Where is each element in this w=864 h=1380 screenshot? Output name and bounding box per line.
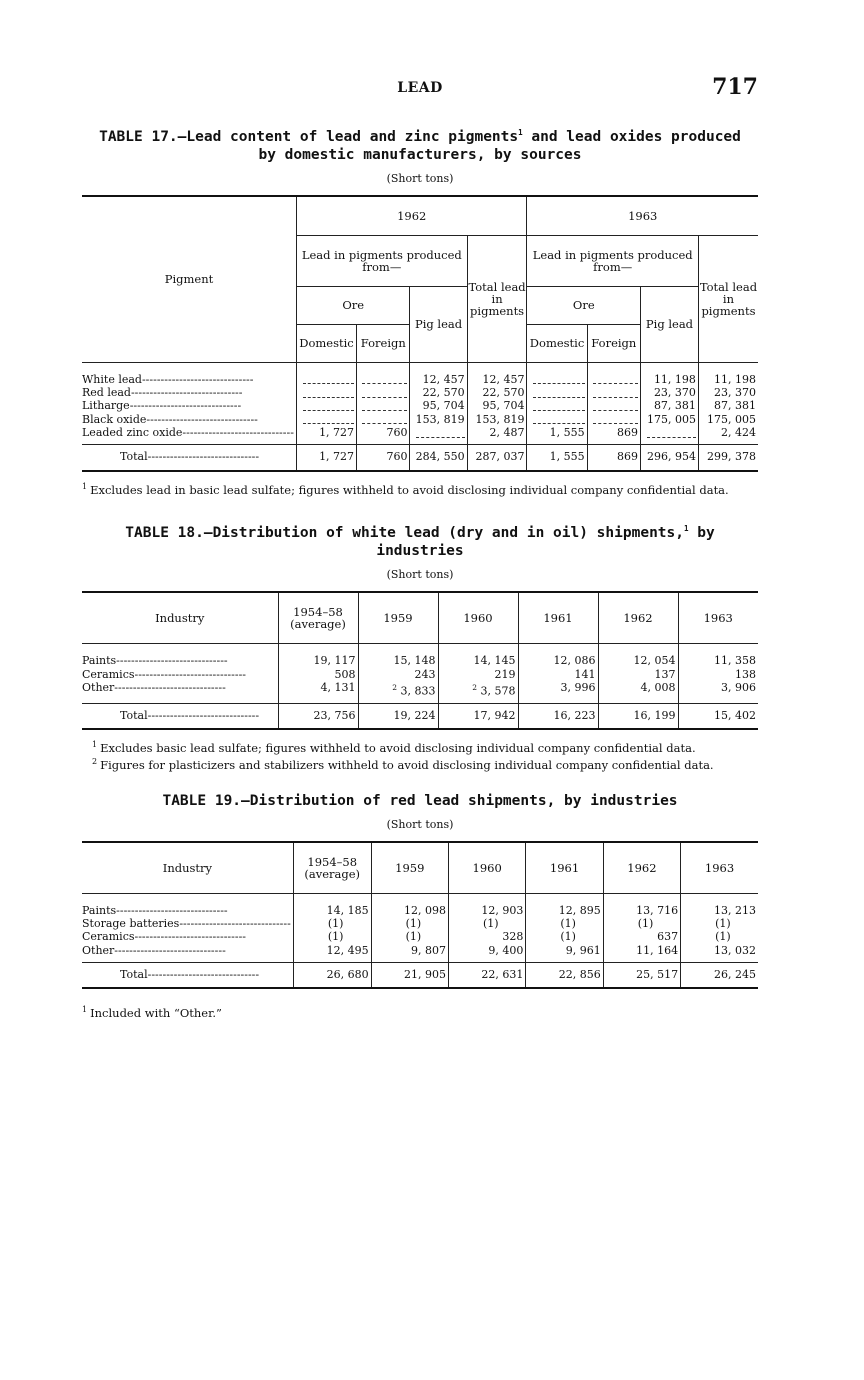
dash-filler: [533, 402, 584, 411]
table-cell: 87, 381: [698, 399, 758, 412]
table-cell: (1): [293, 917, 371, 930]
table17-title: TABLE 17.—Lead content of lead and zinc pigments$^1$ and lead oxides produced by domestic manufacturers, by sources: [99, 128, 741, 163]
col-year: 1962: [598, 592, 678, 644]
row-label-cell: Ceramics------------------------------: [82, 667, 247, 681]
dash-filler: [593, 402, 638, 411]
col-year: 1959: [371, 842, 448, 894]
table-cell: 16, 223: [518, 703, 598, 729]
col-total-lead-1963: Total lead in pigments: [698, 235, 758, 362]
table-cell: [278, 668, 358, 681]
total-row: [82, 703, 758, 729]
row-label-cell: Litharge------------------------------: [82, 399, 242, 413]
table-row: [82, 917, 758, 930]
col-year: 1963: [678, 592, 758, 644]
table-cell: 22, 570: [410, 386, 467, 399]
table-cell: [438, 644, 518, 668]
table-cell: 1, 727: [296, 445, 356, 471]
table-cell: 287, 037: [467, 445, 527, 471]
dash-filler: [362, 389, 407, 398]
col-industry: Industry: [82, 592, 278, 644]
table-cell: (1): [293, 930, 371, 943]
table-cell: [598, 644, 678, 668]
table-cell: 175, 005: [698, 413, 758, 426]
table-cell: 23, 756: [278, 703, 358, 729]
table-cell: 22, 631: [448, 962, 525, 988]
total-row: [82, 445, 758, 471]
cell-value: 3, 996: [560, 680, 596, 694]
row-label: Ceramics: [82, 930, 135, 944]
table-cell: 869: [587, 445, 640, 471]
footnote: $^2$ Figures for plasticizers and stabilizers withheld to avoid disclosing individual company confidential data.: [92, 756, 714, 772]
table-cell: 153, 819: [410, 413, 467, 426]
table17-footnote: $^1$ Excludes lead in basic lead sulfate; figures withheld to avoid disclosing individual company confidential data.: [82, 481, 729, 497]
table-cell: 296, 954: [641, 445, 699, 471]
row-label-cell: Other------------------------------: [82, 943, 226, 957]
col-foreign-1962: Foreign: [357, 324, 410, 362]
table-cell: [527, 362, 587, 386]
cell-value: 14, 145: [473, 654, 516, 668]
row-label: Litharge: [82, 399, 130, 413]
row-label: Total: [120, 450, 148, 464]
table-cell: [357, 386, 410, 399]
cell-value: 4, 008: [640, 680, 676, 694]
row-label-cell: Other------------------------------: [82, 680, 226, 694]
table-cell: 23, 370: [698, 386, 758, 399]
table-cell: 175, 005: [641, 413, 699, 426]
table-cell: 1, 555: [527, 426, 587, 445]
table-cell: (1): [526, 930, 603, 943]
dash-filler: [593, 415, 638, 424]
table-cell: 1, 727: [296, 426, 356, 445]
col-year: 1961: [526, 842, 603, 894]
table-cell: 22, 856: [526, 962, 603, 988]
table18-body: [82, 644, 758, 729]
dash-filler: [362, 375, 407, 384]
table-cell: 16, 199: [598, 703, 678, 729]
dash-filler: [362, 402, 407, 411]
col-year: 1963: [681, 842, 758, 894]
row-label-cell: Black oxide------------------------------: [82, 412, 258, 426]
row-label-cell: Red lead------------------------------: [82, 386, 243, 400]
row-label: Paints: [82, 903, 117, 917]
table-cell: [278, 681, 358, 703]
row-label: Total: [120, 967, 148, 981]
col-domestic-1962: Domestic: [296, 324, 356, 362]
col-year: 1962: [603, 842, 680, 894]
row-label-cell: Paints------------------------------: [82, 654, 228, 668]
table-row: [82, 644, 758, 668]
col-year: 1960: [438, 592, 518, 644]
table19-footnote: $^1$ Included with “Other.”: [82, 1005, 222, 1021]
row-label-cell: Ceramics------------------------------: [82, 930, 247, 944]
table-row: [82, 893, 758, 917]
table-cell: 637: [603, 930, 680, 943]
table-cell: [598, 681, 678, 703]
table-cell: 2, 487: [467, 426, 527, 445]
table-cell: 299, 378: [698, 445, 758, 471]
page: [82, 70, 758, 1020]
cell-value: 3, 833: [400, 684, 436, 698]
table-cell: 15, 402: [678, 703, 758, 729]
table-row: [82, 426, 758, 445]
cell-value: 243: [414, 667, 436, 681]
row-label: Red lead: [82, 386, 131, 400]
table-row: [82, 413, 758, 426]
col-year-1962: 1962: [296, 196, 527, 236]
row-label: White lead: [82, 372, 142, 386]
table-row: [82, 668, 758, 681]
table-cell: 21, 905: [371, 962, 448, 988]
col-ore-1963: Ore: [527, 286, 641, 324]
table19-body: [82, 893, 758, 988]
table-cell: 12, 098: [371, 893, 448, 917]
col-lead-in-pigments-1962: Lead in pigments produced from—: [296, 235, 467, 286]
row-label: Other: [82, 680, 115, 694]
table-cell: 12, 457: [467, 362, 527, 386]
table19: [82, 841, 758, 989]
table19-units: (Short tons): [386, 817, 454, 831]
table-cell: (1): [448, 917, 525, 930]
table-cell: 9, 961: [526, 944, 603, 963]
col-year-1963: 1963: [527, 196, 758, 236]
table-cell: [357, 399, 410, 412]
table-cell: 284, 550: [410, 445, 467, 471]
table-cell: 9, 807: [371, 944, 448, 963]
table-cell: [587, 362, 640, 386]
table-cell: [518, 681, 598, 703]
table-cell: [296, 386, 356, 399]
table-cell: 13, 032: [681, 944, 758, 963]
table-cell: [296, 399, 356, 412]
table-cell: [587, 413, 640, 426]
table17: [82, 195, 758, 472]
dash-filler: [303, 415, 354, 424]
cell-value: 19, 117: [313, 654, 356, 668]
dash-filler: [593, 375, 638, 384]
table-cell: 1, 555: [527, 445, 587, 471]
footnote-mark: 2: [392, 682, 397, 692]
table-cell: 11, 198: [641, 362, 699, 386]
dash-filler: [416, 429, 465, 438]
table-cell: [527, 386, 587, 399]
footnote: $^1$ Excludes basic lead sulfate; figures withheld to avoid disclosing individual company confidential data.: [92, 740, 696, 755]
table-cell: [358, 668, 438, 681]
table-cell: (1): [681, 930, 758, 943]
dash-filler: [533, 389, 584, 398]
table-cell: [518, 644, 598, 668]
row-label: Black oxide: [82, 412, 147, 426]
table18-title: TABLE 18.—Distribution of white lead (dry and in oil) shipments,$^1$ by industries: [125, 524, 715, 560]
col-domestic-1963: Domestic: [527, 324, 587, 362]
table-cell: (1): [681, 917, 758, 930]
table-row: [82, 362, 758, 386]
table-cell: 13, 716: [603, 893, 680, 917]
table-cell: [678, 681, 758, 703]
table-cell: 22, 570: [467, 386, 527, 399]
page-number: 717: [712, 74, 758, 100]
dash-filler: [647, 429, 696, 438]
cell-value: 3, 578: [480, 684, 516, 698]
dash-filler: [303, 375, 354, 384]
table-cell: 760: [357, 445, 410, 471]
dash-filler: [593, 389, 638, 398]
table-cell: [357, 362, 410, 386]
table18: [82, 591, 758, 730]
table-cell: 12, 495: [293, 944, 371, 963]
cell-value: 141: [574, 667, 596, 681]
col-pig-lead-1963: Pig lead: [641, 286, 699, 362]
cell-value: 12, 054: [633, 654, 676, 668]
row-label: Storage batteries: [82, 917, 180, 931]
table-cell: [358, 644, 438, 668]
table-cell: 25, 517: [603, 962, 680, 988]
row-label-cell: Paints------------------------------: [82, 903, 228, 917]
table-cell: 760: [357, 426, 410, 445]
table-cell: [278, 644, 358, 668]
running-title: LEAD: [397, 80, 443, 96]
row-label-cell: White lead------------------------------: [82, 372, 254, 386]
cell-value: 12, 086: [553, 654, 596, 668]
table-cell: 14, 185: [293, 893, 371, 917]
table-cell: [357, 413, 410, 426]
table-cell: 17, 942: [438, 703, 518, 729]
row-label-cell: Leaded zinc oxide------------------------------: [82, 426, 294, 440]
row-label: Other: [82, 943, 115, 957]
cell-value: 11, 358: [714, 654, 756, 668]
cell-value: 137: [654, 667, 676, 681]
table-cell: 26, 245: [681, 962, 758, 988]
table-cell: 13, 213: [681, 893, 758, 917]
table-cell: 153, 819: [467, 413, 527, 426]
table-cell: 23, 370: [641, 386, 699, 399]
table-cell: 87, 381: [641, 399, 699, 412]
row-label-cell: Total------------------------------: [82, 445, 296, 471]
table-cell: [641, 426, 699, 445]
col-year: 1954–58 (average): [293, 842, 371, 894]
table-cell: [358, 681, 438, 703]
table-cell: (1): [526, 917, 603, 930]
dash-filler: [362, 415, 407, 424]
col-pig-lead-1962: Pig lead: [410, 286, 467, 362]
row-label: Paints: [82, 654, 117, 668]
dash-filler: [303, 389, 354, 398]
dash-filler: [533, 375, 584, 384]
table17-units: (Short tons): [386, 171, 454, 185]
table-cell: 26, 680: [293, 962, 371, 988]
table-cell: [296, 413, 356, 426]
table-cell: [438, 681, 518, 703]
cell-value: 508: [334, 667, 356, 681]
table-cell: [438, 668, 518, 681]
table-cell: 9, 400: [448, 944, 525, 963]
col-year: 1959: [358, 592, 438, 644]
table-cell: 869: [587, 426, 640, 445]
dash-filler: [533, 415, 584, 424]
table-cell: 12, 903: [448, 893, 525, 917]
footnote-mark: 2: [472, 682, 477, 692]
table17-body: [82, 362, 758, 470]
table-row: [82, 681, 758, 703]
table-cell: 328: [448, 930, 525, 943]
table-row: [82, 944, 758, 963]
col-year: 1954–58 (average): [278, 592, 358, 644]
table18-units: (Short tons): [386, 568, 454, 582]
table-cell: (1): [371, 917, 448, 930]
table-cell: 12, 895: [526, 893, 603, 917]
col-total-lead-1962: Total lead in pigments: [467, 235, 527, 362]
table-cell: [296, 362, 356, 386]
col-year: 1960: [448, 842, 525, 894]
table-cell: [527, 399, 587, 412]
row-label-cell: Total------------------------------: [82, 703, 278, 729]
table-cell: [598, 668, 678, 681]
table-cell: 11, 198: [698, 362, 758, 386]
table-cell: [410, 426, 467, 445]
table-cell: 19, 224: [358, 703, 438, 729]
table18-footnotes: [82, 738, 758, 772]
table-cell: [678, 668, 758, 681]
table-cell: [527, 413, 587, 426]
table-cell: 2, 424: [698, 426, 758, 445]
table-cell: 12, 457: [410, 362, 467, 386]
col-pigment: Pigment: [82, 196, 296, 363]
cell-value: 3, 906: [721, 680, 756, 694]
row-label-cell: Storage batteries------------------------------: [82, 917, 291, 931]
col-industry: Industry: [82, 842, 293, 894]
table-cell: [678, 644, 758, 668]
table-cell: [587, 386, 640, 399]
row-label: Leaded zinc oxide: [82, 426, 183, 440]
table-row: [82, 399, 758, 412]
cell-value: 219: [494, 667, 516, 681]
col-ore-1962: Ore: [296, 286, 410, 324]
running-head: [82, 70, 758, 110]
table-cell: (1): [371, 930, 448, 943]
table-row: [82, 930, 758, 943]
table-cell: 11, 164: [603, 944, 680, 963]
row-label-cell: Total------------------------------: [82, 962, 293, 988]
table-cell: 95, 704: [467, 399, 527, 412]
table-cell: 95, 704: [410, 399, 467, 412]
table-cell: [587, 399, 640, 412]
table19-title: TABLE 19.—Distribution of red lead shipments, by industries: [162, 792, 678, 809]
col-year: 1961: [518, 592, 598, 644]
cell-value: 4, 131: [320, 680, 356, 694]
cell-value: 15, 148: [393, 654, 436, 668]
dash-filler: [303, 402, 354, 411]
table-row: [82, 386, 758, 399]
col-lead-in-pigments-1963: Lead in pigments produced from—: [527, 235, 698, 286]
table-cell: [518, 668, 598, 681]
cell-value: 138: [735, 667, 756, 681]
col-foreign-1963: Foreign: [587, 324, 640, 362]
total-row: [82, 962, 758, 988]
table-cell: (1): [603, 917, 680, 930]
row-label: Ceramics: [82, 667, 135, 681]
row-label: Total: [120, 708, 148, 722]
